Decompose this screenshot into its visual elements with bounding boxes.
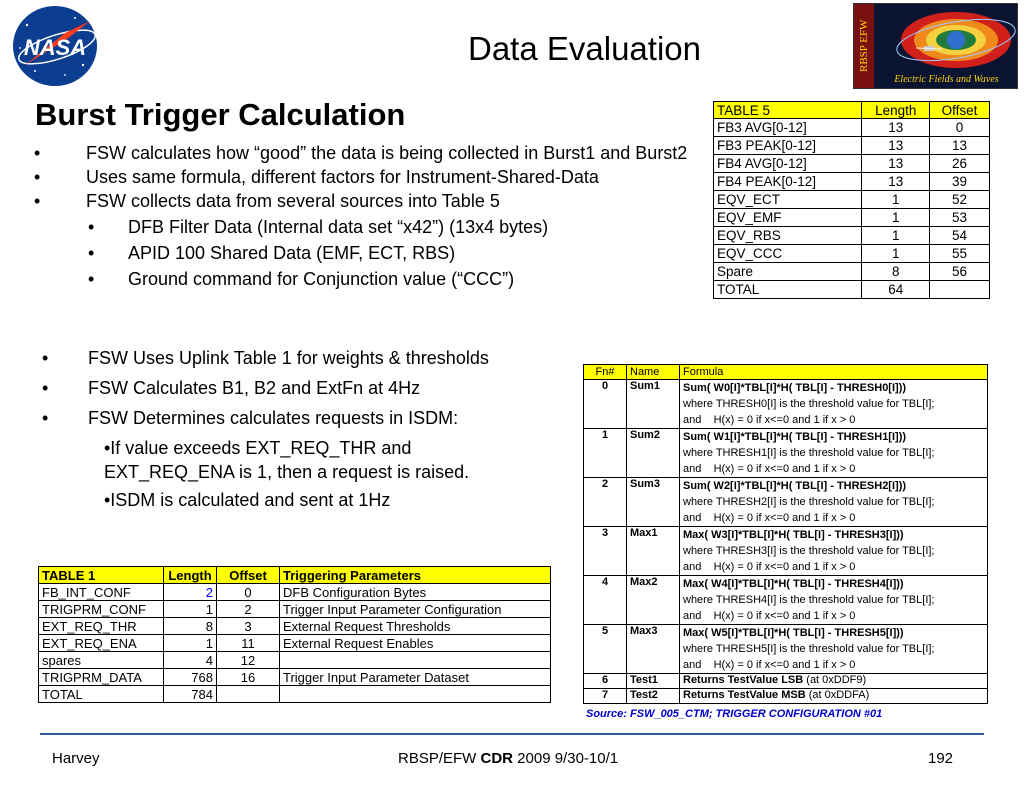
- rbsp-efw-logo: [853, 3, 1018, 89]
- table-row: [714, 209, 990, 227]
- formula-cell: Sum( W2[I]*TBL[I]*H( TBL[I] - THRESH2[I])) where THRESH2[I] is the threshold value for TBL[I]; and H(x) = 0 if x<=0 and 1 if x > 0: [680, 478, 988, 527]
- table-cell: 13: [930, 137, 990, 155]
- footer-event: RBSP/EFW CDR 2009 9/30-10/1: [398, 750, 619, 767]
- list-item: • Uses same formula, different factors for Instrument-Shared-Data: [34, 167, 599, 187]
- table-cell: 2: [584, 478, 627, 527]
- table-cell: External Request Thresholds: [280, 618, 551, 635]
- column-header: Offset: [930, 102, 990, 119]
- list-item: • FSW calculates how “good” the data is being collected in Burst1 and Burst2: [34, 143, 688, 163]
- table-row: [584, 674, 988, 689]
- table-cell: 784: [164, 686, 217, 703]
- table-cell: DFB Configuration Bytes: [280, 584, 551, 601]
- list-item: • FSW Determines calculates requests in ISDM:: [42, 408, 459, 428]
- table-row: [39, 669, 551, 686]
- table-cell: 1: [164, 635, 217, 652]
- column-header: TABLE 5: [714, 102, 862, 119]
- column-header: Length: [862, 102, 930, 119]
- table-row: [584, 380, 988, 429]
- table-cell: EXT_REQ_THR: [39, 618, 164, 635]
- table-row: [39, 652, 551, 669]
- column-header: Formula: [680, 365, 988, 380]
- table-cell: 2: [217, 601, 280, 618]
- list-item: • FSW Uses Uplink Table 1 for weights & thresholds: [42, 348, 489, 368]
- table-cell: 53: [930, 209, 990, 227]
- table-cell: Test2: [627, 689, 680, 704]
- table-cell: Max2: [627, 576, 680, 625]
- table-cell: External Request Enables: [280, 635, 551, 652]
- table-cell: 54: [930, 227, 990, 245]
- bullet-symbol: •: [88, 243, 95, 263]
- table-cell: 7: [584, 689, 627, 704]
- table-cell: EQV_CCC: [714, 245, 862, 263]
- table-row: [584, 429, 988, 478]
- source-note: Source: FSW_005_CTM; TRIGGER CONFIGURATION #01: [586, 708, 883, 720]
- bullet-symbol: •: [42, 348, 49, 368]
- table-cell: [217, 686, 280, 703]
- table-row: [39, 601, 551, 618]
- formula-cell: Returns TestValue LSB (at 0xDDF9): [680, 674, 988, 689]
- table-row: [714, 137, 990, 155]
- table-header-row: [39, 567, 551, 584]
- table-cell: Sum1: [627, 380, 680, 429]
- formula-cell: Max( W5[I]*TBL[I]*H( TBL[I] - THRESH5[I])) where THRESH5[I] is the threshold value for TBL[I]; and H(x) = 0 if x<=0 and 1 if x > 0: [680, 625, 988, 674]
- table-row: [39, 635, 551, 652]
- trigger-formula-table: [583, 364, 988, 704]
- sub-list-item: • DFB Filter Data (Internal data set “x42”) (13x4 bytes): [88, 217, 549, 237]
- table-row: [584, 478, 988, 527]
- table-cell: TOTAL: [714, 281, 862, 299]
- table-cell: EQV_ECT: [714, 191, 862, 209]
- table-row: [714, 281, 990, 299]
- table-cell: Trigger Input Parameter Dataset: [280, 669, 551, 686]
- nasa-logo-text: NASA: [23, 35, 87, 60]
- table-cell: 1: [862, 209, 930, 227]
- table-cell: 1: [164, 601, 217, 618]
- table-cell: 2: [164, 584, 217, 601]
- table-row: [584, 689, 988, 704]
- formula-cell: Sum( W1[I]*TBL[I]*H( TBL[I] - THRESH1[I])) where THRESH1[I] is the threshold value for TBL[I]; and H(x) = 0 if x<=0 and 1 if x > 0: [680, 429, 988, 478]
- bullet-symbol: •: [42, 378, 49, 398]
- table-cell: 1: [862, 227, 930, 245]
- list-item: • FSW Calculates B1, B2 and ExtFn at 4Hz: [42, 378, 421, 398]
- table-cell: 0: [217, 584, 280, 601]
- table-cell: [280, 652, 551, 669]
- table-row: [714, 245, 990, 263]
- table-row: [584, 576, 988, 625]
- table-cell: TRIGPRM_CONF: [39, 601, 164, 618]
- sub-list-item: • Ground command for Conjunction value (“CCC”): [88, 269, 515, 289]
- nasa-logo: [5, 3, 105, 89]
- table-cell: Max3: [627, 625, 680, 674]
- table-cell: 0: [584, 380, 627, 429]
- page-title: Data Evaluation: [468, 30, 701, 67]
- table-cell: TRIGPRM_DATA: [39, 669, 164, 686]
- table-cell: 5: [584, 625, 627, 674]
- table-header-row: [584, 365, 988, 380]
- table-cell: 4: [164, 652, 217, 669]
- table-row: [39, 686, 551, 703]
- table-cell: Sum3: [627, 478, 680, 527]
- table-cell: 11: [217, 635, 280, 652]
- table-row: [584, 527, 988, 576]
- table-cell: 64: [862, 281, 930, 299]
- table-cell: Max1: [627, 527, 680, 576]
- page-number: 192: [928, 750, 954, 767]
- table-cell: 13: [862, 137, 930, 155]
- table-cell: 52: [930, 191, 990, 209]
- table-cell: 13: [862, 155, 930, 173]
- table-row: [714, 173, 990, 191]
- sub-note: •ISDM is calculated and sent at 1Hz: [104, 490, 391, 510]
- formula-cell: Returns TestValue MSB (at 0xDDFA): [680, 689, 988, 704]
- table-cell: 8: [164, 618, 217, 635]
- table-cell: 1: [862, 245, 930, 263]
- table-cell: 768: [164, 669, 217, 686]
- formula-cell: Sum( W0[I]*TBL[I]*H( TBL[I] - THRESH0[I])) where THRESH0[I] is the threshold value for TBL[I]; and H(x) = 0 if x<=0 and 1 if x > 0: [680, 380, 988, 429]
- table-row: [714, 119, 990, 137]
- rbsp-logo-side-text: RBSP EFW: [854, 4, 874, 88]
- table-cell: FB_INT_CONF: [39, 584, 164, 601]
- table-cell: 3: [217, 618, 280, 635]
- column-header: Fn#: [584, 365, 627, 380]
- footer-divider: [40, 733, 984, 735]
- table-cell: FB4 AVG[0-12]: [714, 155, 862, 173]
- table-row: [714, 263, 990, 281]
- rbsp-logo-caption: Electric Fields and Waves: [894, 74, 999, 85]
- table-cell: 1: [584, 429, 627, 478]
- column-header: Length: [164, 567, 217, 584]
- bullet-symbol: •: [34, 143, 41, 163]
- bullet-symbol: •: [34, 167, 41, 187]
- table-cell: EQV_EMF: [714, 209, 862, 227]
- bullet-symbol: •: [42, 408, 49, 428]
- table-cell: Trigger Input Parameter Configuration: [280, 601, 551, 618]
- table-cell: 4: [584, 576, 627, 625]
- table-cell: FB3 AVG[0-12]: [714, 119, 862, 137]
- table-cell: 13: [862, 119, 930, 137]
- column-header: Name: [627, 365, 680, 380]
- table-cell: 13: [862, 173, 930, 191]
- table-cell: Spare: [714, 263, 862, 281]
- column-header: Offset: [217, 567, 280, 584]
- bullet-symbol: •: [34, 191, 41, 211]
- rbsp-orbit-graphic: [876, 6, 1016, 72]
- table-cell: 3: [584, 527, 627, 576]
- table-cell: FB3 PEAK[0-12]: [714, 137, 862, 155]
- table-row: [39, 618, 551, 635]
- column-header: TABLE 1: [39, 567, 164, 584]
- table-row: [714, 191, 990, 209]
- table-cell: [930, 281, 990, 299]
- formula-cell: Max( W3[I]*TBL[I]*H( TBL[I] - THRESH3[I])) where THRESH3[I] is the threshold value for TBL[I]; and H(x) = 0 if x<=0 and 1 if x > 0: [680, 527, 988, 576]
- table-header-row: [714, 102, 990, 119]
- column-header: Triggering Parameters: [280, 567, 551, 584]
- formula-cell: Max( W4[I]*TBL[I]*H( TBL[I] - THRESH4[I])) where THRESH4[I] is the threshold value for TBL[I]; and H(x) = 0 if x<=0 and 1 if x > 0: [680, 576, 988, 625]
- sub-list-item: • APID 100 Shared Data (EMF, ECT, RBS): [88, 243, 456, 263]
- table5: [713, 101, 990, 299]
- table-cell: 39: [930, 173, 990, 191]
- table1: [38, 566, 551, 703]
- table-cell: Sum2: [627, 429, 680, 478]
- table-cell: [280, 686, 551, 703]
- table-cell: 16: [217, 669, 280, 686]
- mid-bullet-list: [32, 346, 572, 516]
- table-row: [714, 227, 990, 245]
- bullet-symbol: •: [88, 269, 95, 289]
- top-bullet-list: [32, 141, 692, 291]
- section-heading: Burst Trigger Calculation: [35, 97, 406, 132]
- table-cell: 12: [217, 652, 280, 669]
- table-cell: 26: [930, 155, 990, 173]
- table-row: [714, 155, 990, 173]
- bullet-symbol: •: [88, 217, 95, 237]
- table-row: [39, 584, 551, 601]
- table-cell: 6: [584, 674, 627, 689]
- table-cell: 0: [930, 119, 990, 137]
- table-cell: 55: [930, 245, 990, 263]
- table-cell: 8: [862, 263, 930, 281]
- table-cell: EQV_RBS: [714, 227, 862, 245]
- sub-note: •If value exceeds EXT_REQ_THR and EXT_REQ_ENA is 1, then a request is raised.: [104, 438, 470, 482]
- table-cell: 56: [930, 263, 990, 281]
- table-cell: 1: [862, 191, 930, 209]
- table-cell: spares: [39, 652, 164, 669]
- table-cell: FB4 PEAK[0-12]: [714, 173, 862, 191]
- table-cell: EXT_REQ_ENA: [39, 635, 164, 652]
- footer-author: Harvey: [52, 750, 100, 767]
- table-cell: TOTAL: [39, 686, 164, 703]
- table-cell: Test1: [627, 674, 680, 689]
- list-item: • FSW collects data from several sources into Table 5: [34, 191, 500, 211]
- table-row: [584, 625, 988, 674]
